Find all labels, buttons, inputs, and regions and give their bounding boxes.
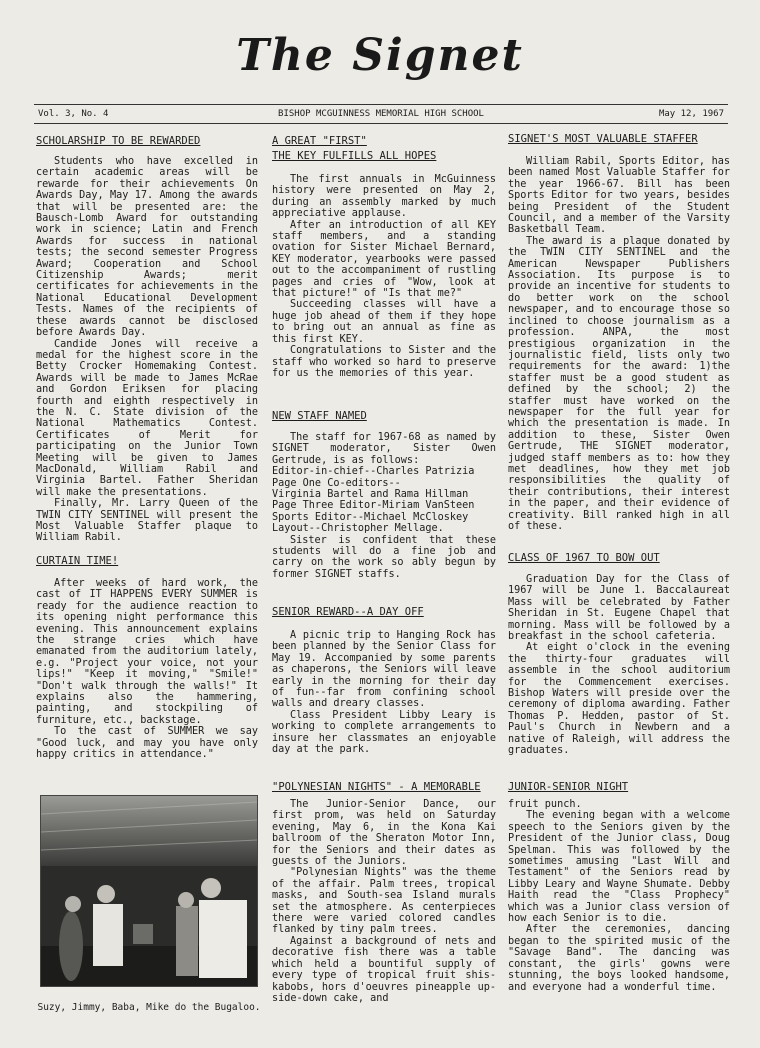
polynesian-heading-right: JUNIOR-SENIOR NIGHT <box>508 781 629 793</box>
staff-roster-line: Page One Co-editors-- <box>272 477 401 489</box>
masthead-title: The Signet <box>236 30 524 81</box>
polynesian-article-left <box>272 799 496 1004</box>
senior-article <box>272 630 496 755</box>
dance-photo <box>40 795 258 987</box>
issue-info-bar <box>34 104 728 124</box>
article-paragraph: At eight o'clock in the evening the thirty-four graduates will assemble in the school auditorium for the Commencement exercises. Bishop Waters will preside over the ceremony of diploma awarding. Father Thomas P. Hedden, pastor of St. Paul's Church in Newbern and a native of Raleigh, will address the graduates. <box>508 642 730 757</box>
staff-roster-line: Editor-in-chief--Charles Patrizia <box>272 466 475 478</box>
issue-date: May 12, 1967 <box>658 109 724 119</box>
article-paragraph: A picnic trip to Hanging Rock has been planned by the Senior Class for May 19. Accompanied by some parents as chaperons, the Seniors will leave early in the morning for their day of fun--far from confining school walls and dreary classes. <box>272 630 496 710</box>
curtain-heading: CURTAIN TIME! <box>36 555 119 567</box>
article-paragraph: Graduation Day for the Class of 1967 will be June 1. Baccalaureat Mass will be celebrated by Father Sheridan in St. Eugene Chapel that morning. Mass will be followed by a breakfast in the school cafeteria. <box>508 574 730 643</box>
staff-roster-line: Page Three Editor-Miriam VanSteen <box>272 500 475 512</box>
staffer-heading: SIGNET'S MOST VALUABLE STAFFER <box>508 133 698 145</box>
key-heading-2: THE KEY FULFILLS ALL HOPES <box>272 150 437 162</box>
polynesian-heading-left: "POLYNESIAN NIGHTS" - A MEMORABLE <box>272 781 481 793</box>
issue-volume: Vol. 3, No. 4 <box>38 109 109 119</box>
article-paragraph: The Junior-Senior Dance, our first prom, was held on Saturday evening, May 6, in the Kona Kai ballroom of the Sheraton Motor Inn, for the Seniors and their dates as guests of the Juniors. <box>272 799 496 868</box>
article-paragraph: Class President Libby Leary is working to complete arrangements to insure her classmates an enjoyable day at the park. <box>272 709 496 756</box>
article-paragraph: "Polynesian Nights" was the theme of the affair. Palm trees, tropical masks, and South-sea Island murals set the atmosphere. As centerpieces there were varied colored candles flanked by tiny palm trees. <box>272 867 496 936</box>
staffer-article <box>508 156 730 532</box>
article-paragraph: Sister is confident that these students will do a fine job and carry on the work so ably begun by former SIGNET staffs. <box>272 534 496 580</box>
graduation-heading: CLASS OF 1967 TO BOW OUT <box>508 552 660 564</box>
staff-roster-line: Sports Editor--Michael McCloskey <box>272 511 469 523</box>
article-paragraph: The evening began with a welcome speech to the Seniors given by the President of the Junior class, Doug Spelman. This was followed by the sometimes amusing "Last Will and Testament" of the Seniors read by Libby Leary and Wayne Shumate. Debby Haith read the "Class Prophecy" which was a Junior class version of how each Senior is to die. <box>508 810 730 925</box>
staff-roster-line: Layout--Christopher Mellage. <box>272 523 444 535</box>
article-paragraph: Against a background of nets and decorative fish there was a table which held a bountiful supply of every type of tropical fruit shis-kabobs, hors d'oeuvres pineapple up-side-down cake, and <box>272 935 496 1004</box>
staff-article <box>272 432 496 580</box>
article-paragraph: Candide Jones will receive a medal for the highest score in the Betty Crocker Homemaking Contest. Awards will be made to James McRae and Gordon Eriksen for placing fourth and eighth respectively in the N. C. State division of the National Mathematics Contest. Certificates of Merit for participating on the Junior Town Meeting will be given to James MacDonald, William Rabil and Virginia Bartel. Father Sheridan will make the presentations. <box>36 338 258 498</box>
article-paragraph: The staff for 1967-68 as named by SIGNET moderator, Sister Owen Gertrude, is as follows: <box>272 432 496 466</box>
article-paragraph: After weeks of hard work, the cast of IT HAPPENS EVERY SUMMER is ready for the audience reaction to its opening night performance this evening. This announcement explains the strange cries which have emanated from the auditorium lately, e.g. "Project your voice, not your lips!" "Keep it moving," "Smile!" "Don't walk through the walls!" It explains also the hammering, painting, and stockpiling of furniture, etc., backstage. <box>36 578 258 726</box>
article-paragraph: The first annuals in McGuinness history were presented on May 2, during an assembly marked by much appreciative applause. <box>272 174 496 220</box>
article-paragraph: fruit punch. <box>508 799 582 810</box>
article-paragraph: Succeeding classes will have a huge job ahead of them if they hope to bring out an annual as fine as this first KEY. <box>272 299 496 345</box>
article-paragraph: William Rabil, Sports Editor, has been named Most Valuable Staffer for the year 1966-67. Bill has been Sports Editor for two years, besides being President of the Student Council, and a member of the Varsity Basketball Team. <box>508 156 730 236</box>
photo-caption: Suzy, Jimmy, Baba, Mike do the Bugaloo. <box>37 1002 261 1013</box>
article-paragraph: To the cast of SUMMER we say "Good luck, and may you have only happy critics in attendance." <box>36 726 258 761</box>
article-paragraph: Students who have excelled in certain academic areas will be rewarde for their achievements On Awards Day, May 17. Among the awards that will be presented are: the Bausch-Lomb Award for outstanding work in science; Latin and French Awards for success in national tests; the second semester Progress Award; Cooperation and School Citizenship Awards; merit certificates for achievements in the National Educational Development Tests. Names of the recipients of these awards cannot be disclosed before Awards Day. <box>36 156 258 339</box>
key-heading-1: A GREAT "FIRST" <box>272 135 367 147</box>
polynesian-article-right <box>508 799 730 993</box>
article-paragraph: After the ceremonies, dancing began to the spirited music of the "Savage Band". The dancing was constant, the girls' gowns were stunning, the boys looked handsome, and everyone had a wonderful time. <box>508 924 730 993</box>
article-paragraph: The award is a plaque donated by the TWIN CITY SENTINEL and the American Newspaper Publishers Association. Its purpose is to provide an incentive for students to do better work on the school newspaper, and to encourage those so inclined to choose journalism as a profession. ANPA, the most prestigious organization in the journalistic field, lists only two requirements for the award: 1)the staffer must be a good student as defined by the school; 2) the staffer must have worked on the newspaper for the full year for which the presentation is made. In addition to these, Sister Owen Gertrude, THE SIGNET moderator, judged staff members as to: how they met deadlines, how they met job responsibilities the quality of their contributions, their interest in the paper, and their evidence of creativity. Bill ranked high in all of these. <box>508 235 730 532</box>
scholarship-heading: SCHOLARSHIP TO BE REWARDED <box>36 135 201 147</box>
graduation-article <box>508 574 730 757</box>
article-paragraph: Finally, Mr. Larry Queen of the TWIN CITY SENTINEL will present the Most Valuable Staffer plaque to William Rabil. <box>36 498 258 544</box>
senior-heading: SENIOR REWARD--A DAY OFF <box>272 606 424 618</box>
staff-roster-line: Virginia Bartel and Rama Hillman <box>272 489 469 501</box>
article-paragraph: Congratulations to Sister and the staff who worked so hard to preserve for us the memories of this year. <box>272 345 496 379</box>
article-paragraph: After an introduction of all KEY staff members, and a standing ovation for Sister Michael Bernard, KEY moderator, yearbooks were passed out to the accompaniment of rustling pages and cries of "Wow, look at that picture!" of "Is that me?" <box>272 219 496 300</box>
curtain-article <box>36 578 258 761</box>
staff-heading: NEW STAFF NAMED <box>272 410 367 422</box>
school-name: BISHOP MCGUINNESS MEMORIAL HIGH SCHOOL <box>278 109 484 119</box>
scholarship-article <box>36 156 258 544</box>
key-article <box>272 174 496 379</box>
